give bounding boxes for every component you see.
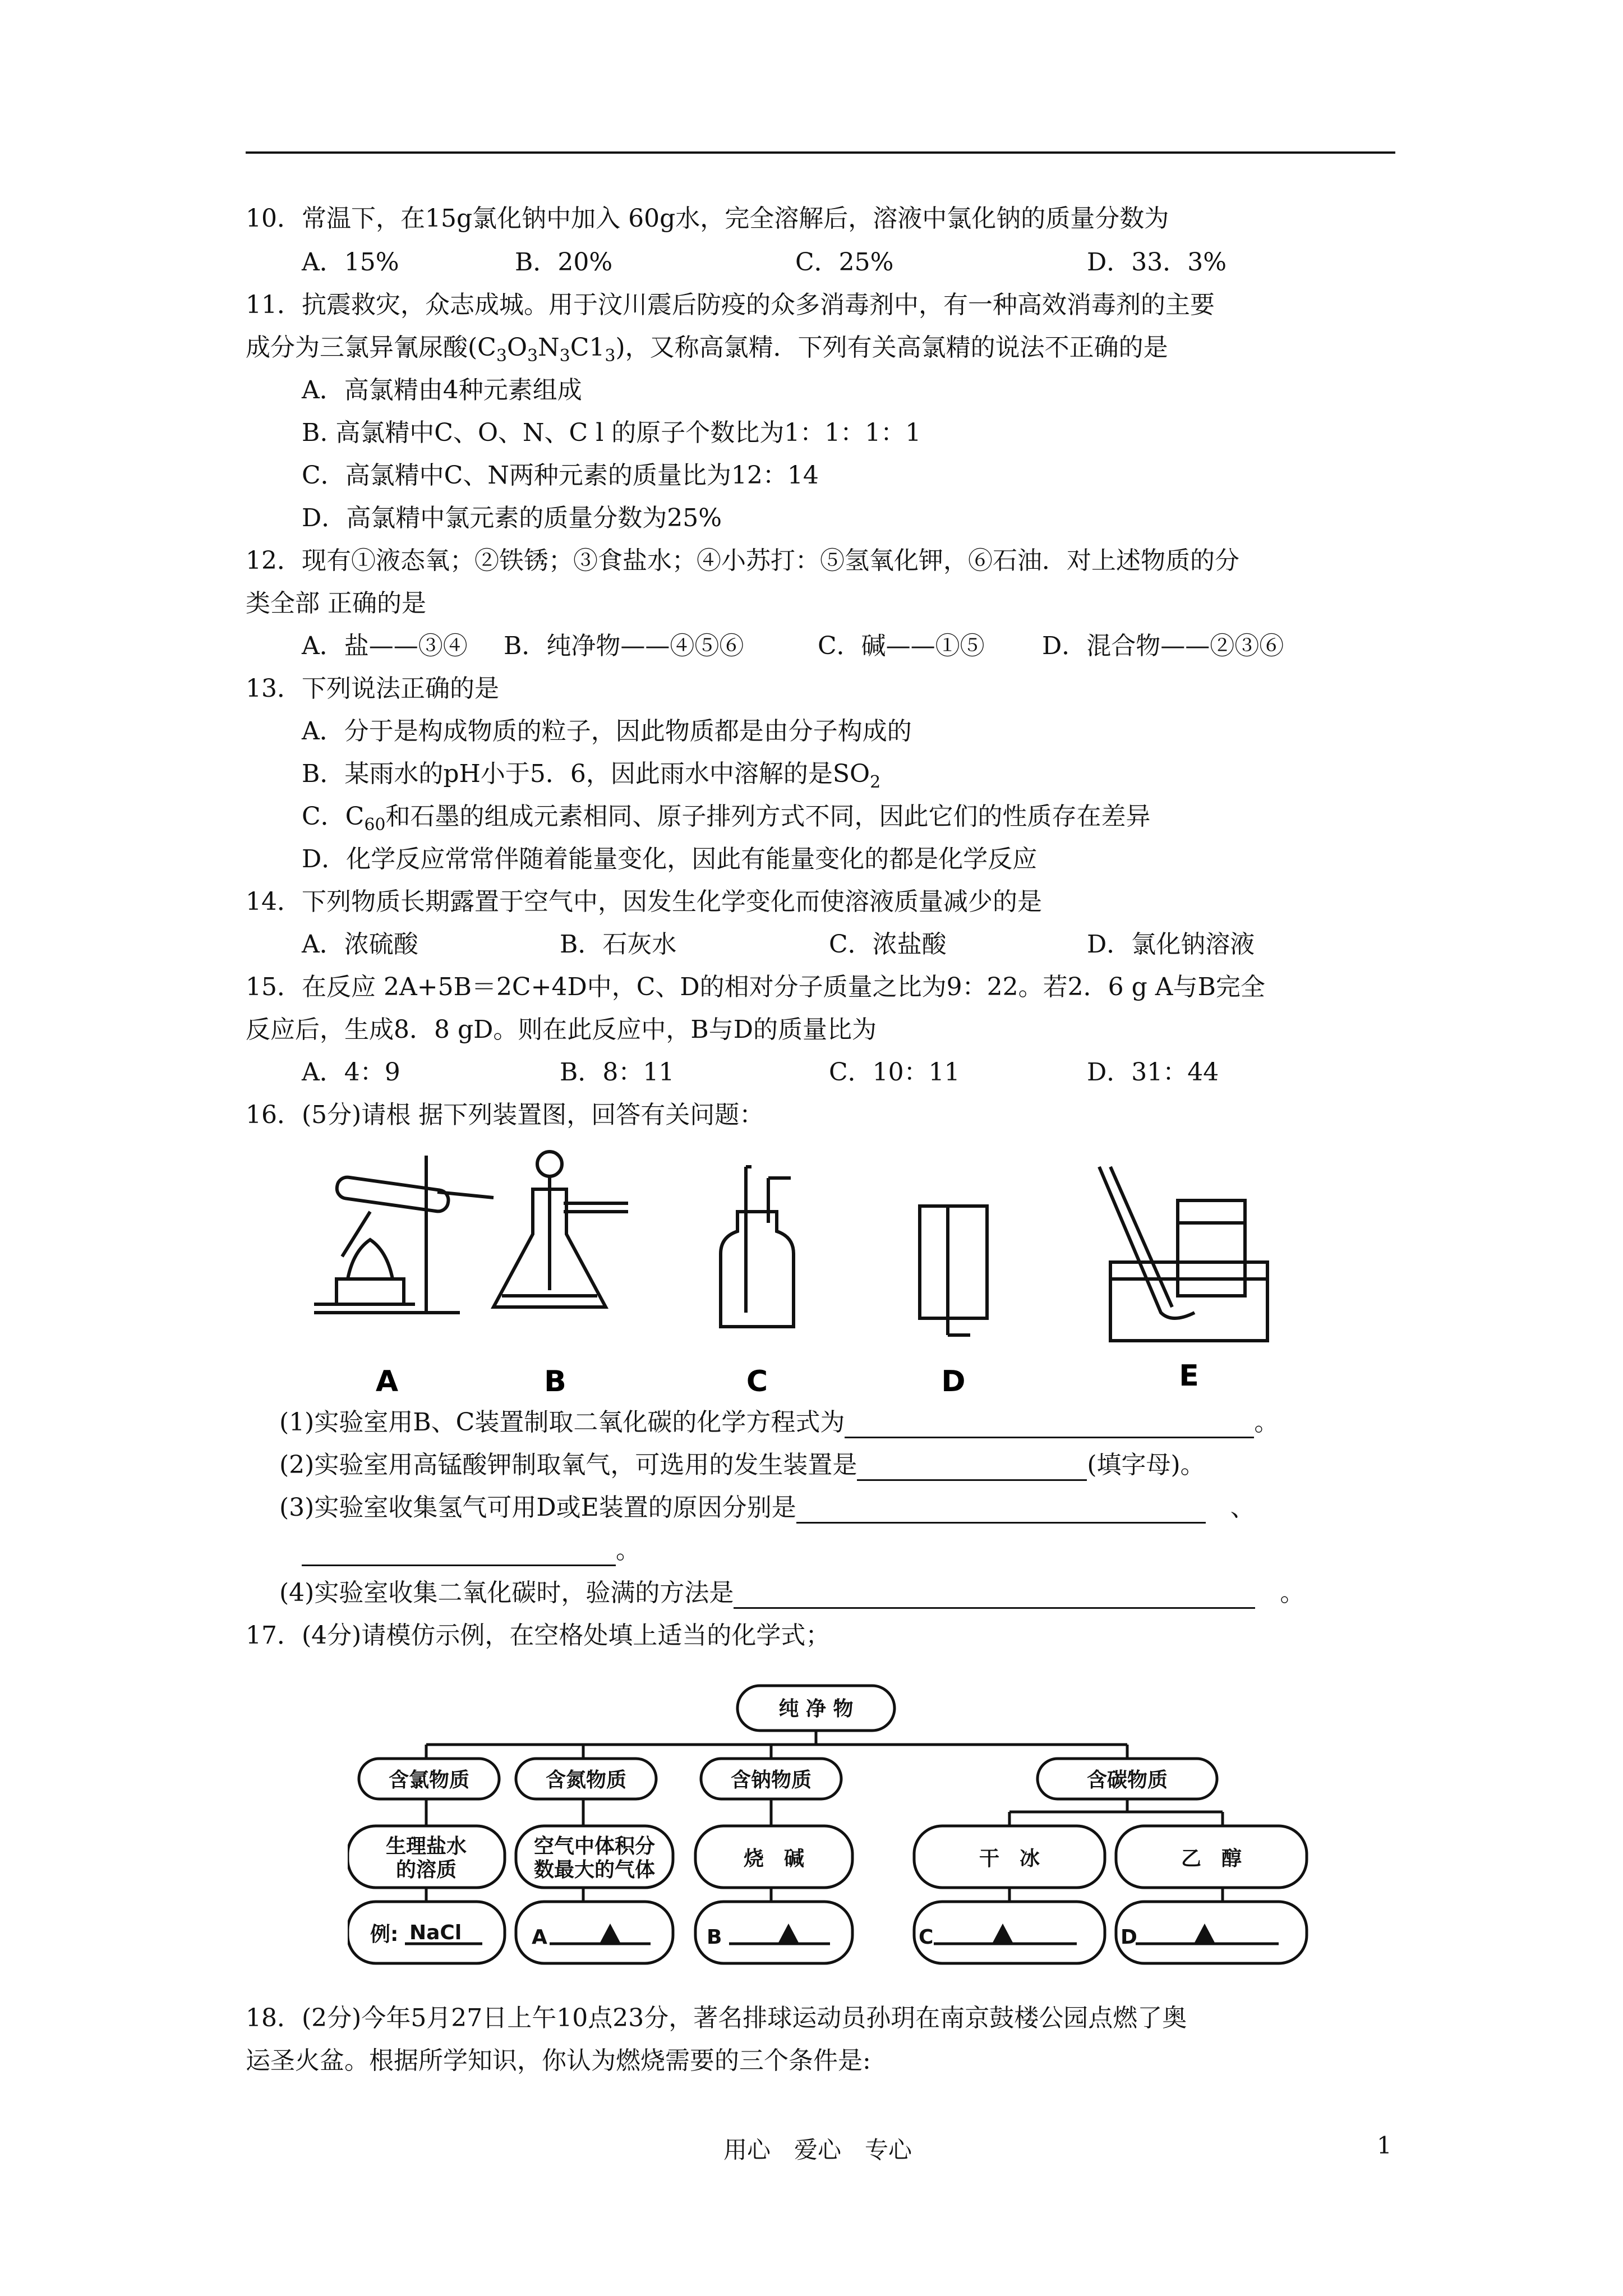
page-number: 1 [1377, 2132, 1392, 2159]
apparatus-e-icon [1099, 1167, 1267, 1341]
q11-option-b: B. 高氯精中C、O、N、C l 的原子个数比为1：1：1：1 [302, 418, 921, 447]
q13-stem: 13．下列说法正确的是 [246, 674, 499, 703]
category-sodium: 含钠物质 [730, 1769, 812, 1792]
example-prefix: 例: [370, 1923, 399, 1946]
q14-options [302, 929, 1255, 960]
q11-stem-line1: 11．抗震救灾，众志成城。用于汶川震后防疫的众多消毒剂中，有一种高效消毒剂的主要 [246, 291, 1215, 319]
triangle-marker-b-icon [778, 1924, 799, 1943]
q15-option-b: B．8：11 [560, 1058, 675, 1087]
apparatus-c-icon [721, 1167, 794, 1327]
q16-part1: (1)实验室用B、C装置制取二氧化碳的化学方程式为 。 [279, 1407, 1279, 1438]
q15-option-a: A．4：9 [302, 1058, 400, 1087]
q11-option-d: D．高氯精中氯元素的质量分数为25% [302, 504, 722, 532]
q16-part3-cont: 。 [302, 1535, 640, 1566]
category-carbon: 含碳物质 [1086, 1769, 1168, 1792]
q16-part4-blank[interactable] [734, 1582, 1255, 1609]
q14-option-d: D．氯化钠溶液 [1087, 930, 1255, 959]
q15-options [302, 1057, 1219, 1088]
q16-part2-blank[interactable] [857, 1455, 1087, 1481]
q10-option-c: C．25% [795, 248, 894, 277]
q16-part2: (2)实验室用高锰酸钾制取氧气，可选用的发生装置是 (填字母)。 [279, 1450, 1205, 1481]
q13-option-c: C．$C_{60}$和石墨的组成元素相同、原子排列方式不同，因此它们的性质存在差异 [302, 802, 1151, 835]
q16-part3-blank-1[interactable] [796, 1497, 1206, 1524]
q16-part3: (3)实验室收集氢气可用D或E装置的原因分别是 、 [279, 1492, 1255, 1524]
q13-option-a: A．分于是构成物质的粒子，因此物质都是由分子构成的 [302, 717, 912, 746]
q12-stem-line1: 12．现有①液态氧；②铁锈；③食盐水；④小苏打：⑤氢氧化钾，⑥石油．对上述物质的分 [246, 546, 1239, 575]
q14-stem: 14．下列物质长期露置于空气中，因发生化学变化而使溶液质量减少的是 [246, 887, 1042, 916]
q11-stem-line2: 成分为三氯异氰尿酸$(C_3O_3N_3C1_3)$，又称高氯精．下列有关高氯精的说法不正确的是 [246, 333, 1168, 366]
q11-option-a: A．高氯精由4种元素组成 [302, 376, 582, 404]
q10-option-a: A．15% [302, 248, 399, 277]
apparatus-d-icon [920, 1206, 987, 1335]
item-air-gas-line1: 空气中体积分 [533, 1835, 656, 1858]
example-answer: NaCl [409, 1921, 462, 1944]
q12-option-a: A．盐——③④ [302, 632, 468, 660]
q10-stem: 10．常温下，在15g氯化钠中加入 60g水，完全溶解后，溶液中氯化钠的质量分数为 [246, 204, 1169, 233]
q12-stem-line2: 类全部 正确的是 [246, 589, 426, 618]
triangle-marker-c-icon [993, 1924, 1013, 1943]
lab-apparatus-figure [303, 1144, 1402, 1402]
triangle-marker-d-icon [1195, 1924, 1215, 1943]
q12-option-b: B．纯净物——④⑤⑥ [504, 632, 744, 660]
apparatus-label-b: B [544, 1365, 566, 1398]
apparatus-label-d: D [941, 1365, 966, 1398]
q17-stem: 17．(4分)请模仿示例，在空格处填上适当的化学式； [246, 1621, 831, 1650]
q13-option-b: B．某雨水的pH小于5．6，因此雨水中溶解的是$SO_2$ [302, 760, 881, 792]
q16-part1-blank[interactable] [845, 1412, 1254, 1438]
answer-letter-b: B [707, 1926, 722, 1949]
q18-stem-line1: 18．(2分)今年5月27日上午10点23分，著名排球运动员孙玥在南京鼓楼公园点燃了奥 [246, 2004, 1187, 2032]
q14-option-a: A．浓硫酸 [302, 930, 418, 959]
footer-motto: 用心 爱心 专心 [723, 2136, 912, 2164]
q12-option-d: D．混合物——②③⑥ [1042, 632, 1284, 660]
q12-option-c: C．碱——①⑤ [818, 632, 985, 660]
q10-options [302, 247, 1227, 278]
answer-letter-c: C [919, 1926, 934, 1949]
apparatus-label-c: C [746, 1365, 768, 1398]
q10-option-d: D．33．3% [1087, 248, 1227, 277]
q16-stem: 16．(5分)请根 据下列装置图，回答有关问题： [246, 1101, 764, 1129]
item-saline-line1: 生理盐水 [385, 1835, 467, 1858]
q15-stem-line1: 15．在反应 2A+5B＝2C+4D中，C、D的相对分子质量之比为9：22。若2．6 g A与B完全 [246, 973, 1265, 1001]
q15-option-d: D．31：44 [1087, 1058, 1219, 1087]
pure-substance-tree [348, 1680, 1312, 1983]
q11-option-c: C．高氯精中C、N两种元素的质量比为12：14 [302, 461, 819, 490]
apparatus-label-e: E [1179, 1359, 1199, 1393]
triangle-marker-a-icon [600, 1924, 620, 1943]
item-saline-line2: 的溶质 [395, 1858, 457, 1881]
q18-stem-line2: 运圣火盆。根据所学知识，你认为燃烧需要的三个条件是: [246, 2046, 871, 2075]
q16-part4: (4)实验室收集二氧化碳时，验满的方法是 。 [279, 1577, 1304, 1609]
apparatus-label-a: A [375, 1365, 399, 1398]
item-dry-ice: 干 冰 [979, 1847, 1040, 1870]
q13-option-d: D．化学反应常常伴随着能量变化，因此有能量变化的都是化学反应 [302, 845, 1038, 873]
category-chlorine: 含氯物质 [388, 1769, 470, 1792]
apparatus-b-icon [494, 1152, 628, 1307]
category-nitrogen: 含氮物质 [545, 1769, 627, 1792]
item-ethanol: 乙 醇 [1181, 1847, 1242, 1870]
item-caustic-soda: 烧 碱 [743, 1847, 805, 1870]
answer-letter-d: D [1121, 1926, 1137, 1949]
q16-part3-blank-2[interactable] [302, 1540, 616, 1566]
item-air-gas-line2: 数最大的气体 [533, 1858, 656, 1881]
q14-option-b: B．石灰水 [560, 930, 677, 959]
q15-stem-line2: 反应后，生成8．8 gD。则在此反应中，B与D的质量比为 [246, 1015, 877, 1044]
q10-option-b: B．20% [515, 248, 613, 277]
tree-root-label: 纯 净 物 [778, 1697, 854, 1720]
q15-option-c: C．10：11 [829, 1058, 960, 1087]
apparatus-a-icon [314, 1156, 494, 1313]
header-rule [246, 151, 1395, 154]
answer-letter-a: A [532, 1926, 547, 1949]
q12-options [302, 631, 1284, 662]
q14-option-c: C．浓盐酸 [829, 930, 947, 959]
